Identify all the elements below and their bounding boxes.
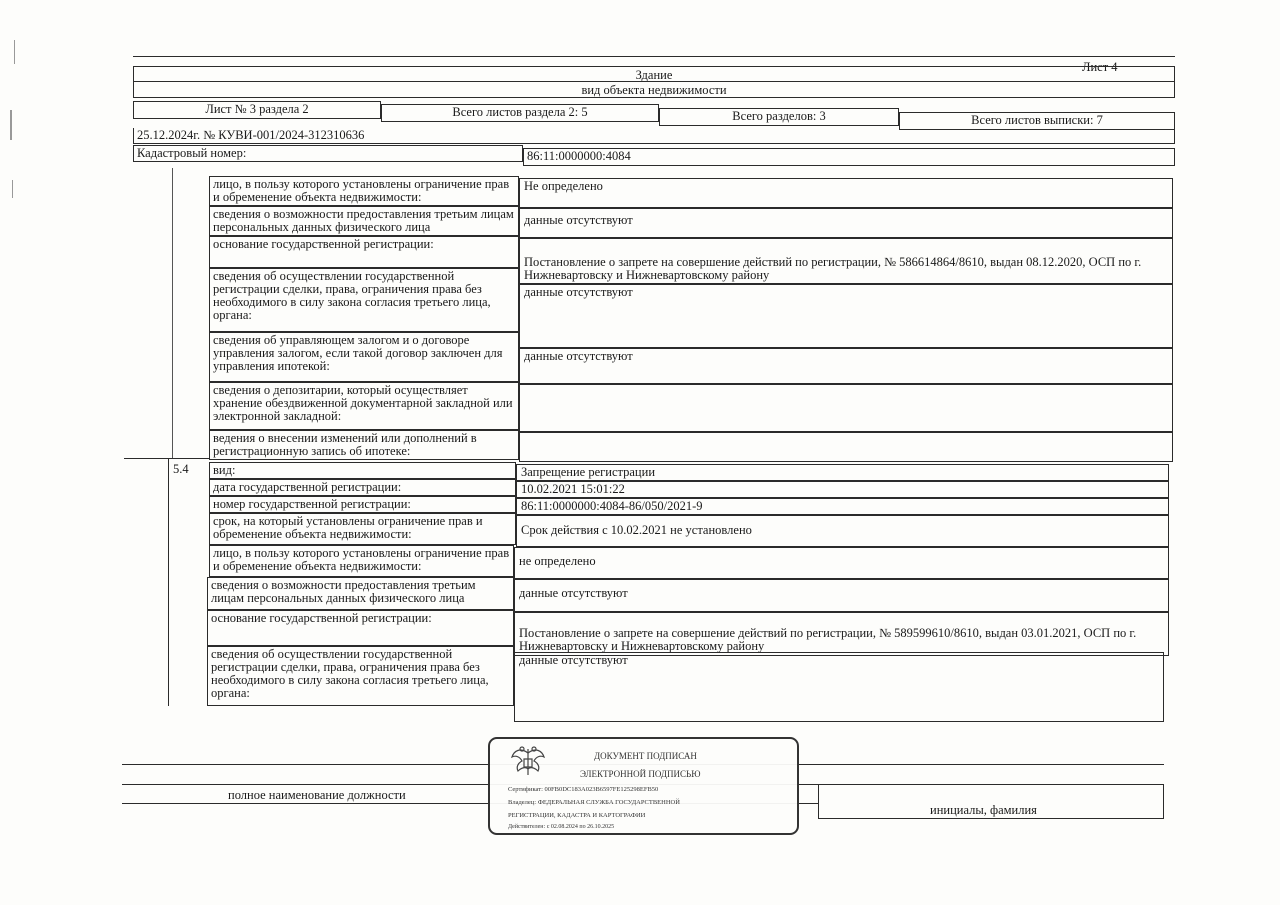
row-label: сведения об осуществлении государственной регистрации сделки, права, ограничения права без необходимого в силу закона согласия третьего лица, органа: (207, 646, 514, 706)
object-caption-box (133, 81, 1175, 98)
object-type: Здание (635, 68, 673, 82)
stamp-certificate: Сертификат: 00FB0DC183A023B6597FE125298EFB50 (508, 786, 659, 793)
footer-line (818, 818, 1164, 819)
row-value: Запрещение регистрации (516, 464, 1169, 481)
total-sheets-extract: Всего листов выписки: 7 (899, 112, 1175, 130)
row-label: номер государственной регистрации: (209, 496, 516, 513)
row-value: Постановление о запрете на совершение действий по регистрации, № 589599610/8610, выдан 03.01.2021, ОСП по г. Нижневартовску и Нижневартовскому району (514, 612, 1169, 656)
electronic-signature-stamp (488, 737, 799, 835)
row-value: Постановление о запрете на совершение действий по регистрации, № 586614864/8610, выдан 08.12.2020, ОСП по г. Нижневартовску и Нижневартовскому району (519, 238, 1173, 284)
row-label: ведения о внесении изменений или дополнений в регистрационную запись об ипотеке: (209, 430, 519, 460)
row-label: сведения о возможности предоставления третьим лицам персональных данных физического лица (207, 577, 514, 610)
object-caption: вид объекта недвижимости (581, 83, 727, 97)
row-value: 86:11:0000000:4084-86/050/2021-9 (516, 498, 1169, 515)
scan-artifact (14, 40, 15, 64)
stamp-owner-1: Владелец: ФЕДЕРАЛЬНАЯ СЛУЖБА ГОСУДАРСТВЕННОЙ (508, 799, 680, 806)
section-number: 5.4 (173, 462, 189, 476)
row-label: основание государственной регистрации: (207, 610, 514, 646)
coat-of-arms-icon (508, 743, 548, 779)
row-label: сведения об управляющем залогом и о договоре управления залогом, если такой договор заключен для управления ипотекой: (209, 332, 519, 382)
row-value: данные отсутствуют (519, 208, 1173, 238)
total-sections: Всего разделов: 3 (659, 108, 899, 126)
stamp-owner-2: РЕГИСТРАЦИИ, КАДАСТРА И КАРТОГРАФИИ (508, 812, 646, 819)
row-value: данные отсутствуют (514, 579, 1169, 612)
section-divider (124, 458, 209, 459)
sheet-number: Лист 4 (1082, 60, 1118, 74)
row-label: вид: (209, 462, 516, 479)
row-label: дата государственной регистрации: (209, 479, 516, 496)
row-value: данные отсутствуют (519, 348, 1173, 384)
gutter-line (172, 168, 173, 458)
row-value: Срок действия с 10.02.2021 не установлено (516, 515, 1169, 547)
stamp-title-1: ДОКУМЕНТ ПОДПИСАН (594, 751, 697, 761)
row-label: срок, на который установлены ограничение прав и обременение объекта недвижимости: (209, 513, 516, 545)
row-label: сведения о депозитарии, который осуществляет хранение обездвиженной документарной закладной или электронной закладной: (209, 382, 519, 430)
frame-line (133, 56, 1175, 57)
cadastral-number: 86:11:0000000:4084 (523, 148, 1175, 166)
object-type-box (133, 66, 1175, 81)
row-label: лицо, в пользу которого установлены ограничение прав и обременение объекта недвижимости: (209, 176, 519, 206)
cadastral-label: Кадастровый номер: (133, 145, 523, 162)
row-value (519, 384, 1173, 432)
row-value: Не определено (519, 178, 1173, 208)
position-caption: полное наименование должности (228, 788, 406, 802)
scan-artifact (12, 180, 13, 198)
row-value: данные отсутствуют (514, 652, 1164, 722)
stamp-title-2: ЭЛЕКТРОННОЙ ПОДПИСЬЮ (580, 769, 701, 779)
row-label: основание государственной регистрации: (209, 236, 519, 268)
row-value: не определено (514, 547, 1169, 579)
document-reference: 25.12.2024г. № КУВИ-001/2024-312310636 (133, 128, 1175, 144)
sheet-of-section: Лист № 3 раздела 2 (133, 101, 381, 119)
row-label: сведения о возможности предоставления третьим лицам персональных данных физического лица (209, 206, 519, 236)
footer-line (818, 784, 819, 819)
row-value: данные отсутствуют (519, 284, 1173, 348)
row-value: 10.02.2021 15:01:22 (516, 481, 1169, 498)
gutter-line (168, 458, 169, 706)
row-value (519, 432, 1173, 462)
scan-artifact (10, 110, 12, 140)
initials-caption: инициалы, фамилия (930, 803, 1037, 817)
row-label: сведения об осуществлении государственной регистрации сделки, права, ограничения права без необходимого в силу закона согласия третьего лица, органа: (209, 268, 519, 332)
total-sheets-section: Всего листов раздела 2: 5 (381, 104, 659, 122)
footer-line (1163, 784, 1164, 819)
row-label: лицо, в пользу которого установлены ограничение прав и обременение объекта недвижимости: (209, 545, 514, 577)
stamp-validity: Действителен: с 02.08.2024 по 26.10.2025 (508, 824, 615, 830)
